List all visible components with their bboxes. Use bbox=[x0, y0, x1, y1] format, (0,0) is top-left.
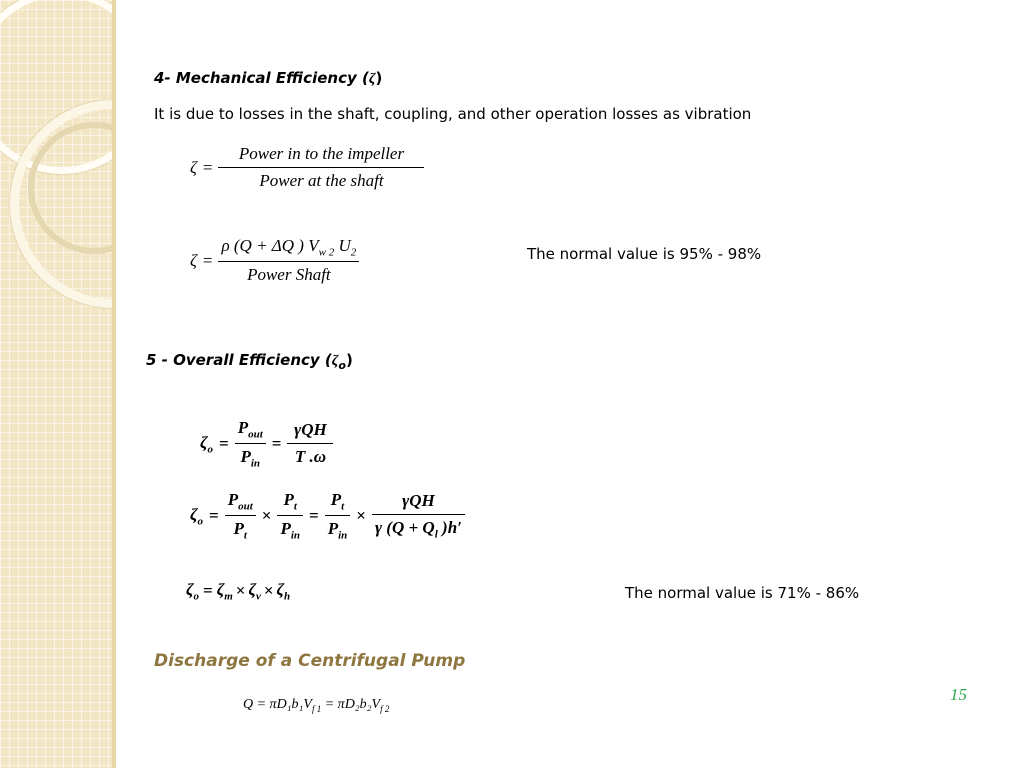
sidebar-edge bbox=[112, 0, 116, 768]
overall-efficiency-heading: 5 - Overall Efficiency $(\zeta_o)$ bbox=[146, 351, 353, 372]
mechanical-efficiency-heading: 4- Mechanical Efficiency (ζ) bbox=[154, 69, 383, 87]
overall-efficiency-equation-3: $\zeta_o = \zeta_m \times \zeta_v \times \zeta_h$ bbox=[186, 580, 291, 603]
mechanical-efficiency-equation-2: ζ = $\frac{\rho (Q + \Delta Q ) V_{w 2} U_2}{\text{Power Shaft}}$ bbox=[190, 236, 359, 285]
page-number: 15 bbox=[950, 685, 967, 704]
overall-efficiency-equation-2: $\zeta_o$ = $\frac{P_{out}}{P_t}$ × $\frac{P_t}{P_{in}}$ = $\frac{P_t}{P_{in}}$ × $\frac{\text{γQH}}{\gamma (Q + Q_l )h'}$ bbox=[190, 490, 465, 542]
decorative-sidebar bbox=[0, 0, 112, 768]
mechanical-efficiency-description: It is due to losses in the shaft, coupling, and other operation losses as vibration bbox=[154, 105, 752, 123]
overall-normal-value: The normal value is 71% - 86% bbox=[625, 584, 860, 602]
overall-efficiency-equation-1: $\zeta_o$ = $\frac{P_{out}}{P_{in}}$ = $\frac{\text{γQH}}{T .\omega}$ bbox=[200, 418, 333, 470]
discharge-heading: Discharge of a Centrifugal Pump bbox=[154, 651, 466, 671]
mechanical-efficiency-equation-1: ζ = $\frac{\text{Power in to the impeller}}{\text{Power at the shaft}}$ bbox=[190, 144, 424, 191]
mechanical-normal-value: The normal value is 95% - 98% bbox=[527, 245, 762, 263]
discharge-equation: $Q = \pi D_1b_1V_{f 1} = \pi D_2b_2V_{f 2}$ bbox=[243, 697, 390, 714]
